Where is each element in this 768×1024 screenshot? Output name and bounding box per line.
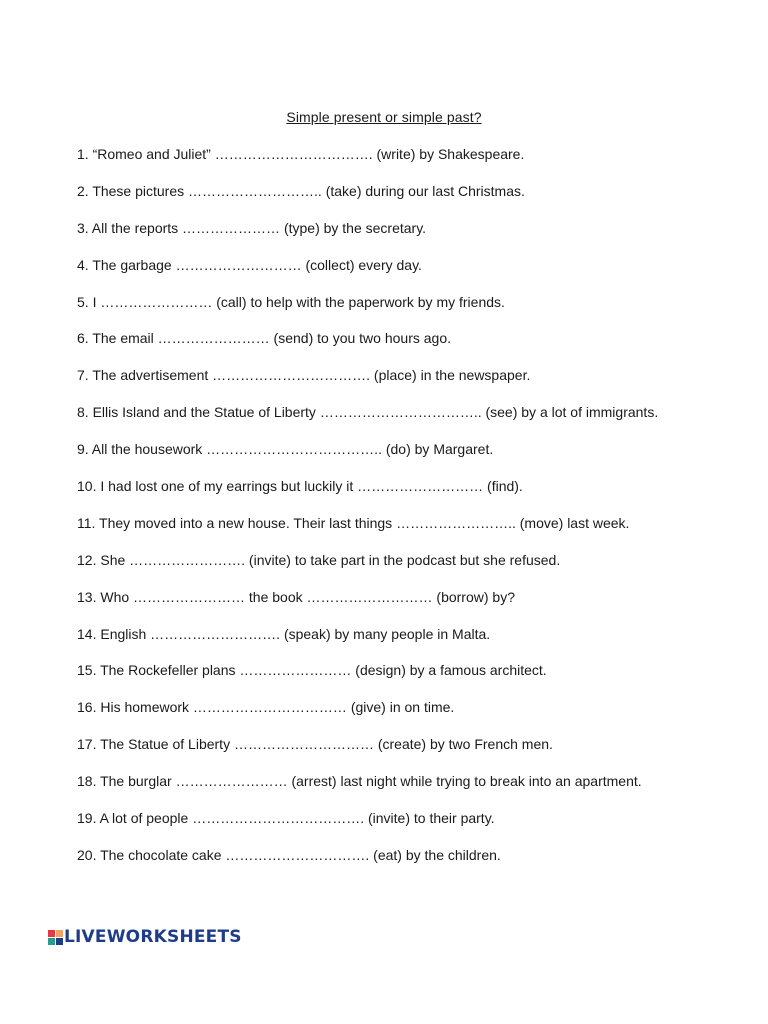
logo-text: LIVEWORKSHEETS: [64, 927, 242, 947]
exercise-item: 14. English ………………………. (speak) by many people in Malta.: [77, 625, 491, 642]
exercise-item: 7. The advertisement ……………………………. (place) in the newspaper.: [77, 367, 531, 384]
exercise-item: 16. His homework …………………………… (give) in on time.: [77, 699, 455, 716]
exercise-item: 20. The chocolate cake …………………………. (eat) by the children.: [77, 846, 501, 863]
exercise-item: 13. Who …………………… the book ……………………… (borrow) by?: [77, 588, 515, 605]
exercise-item: 18. The burglar …………………… (arrest) last night while trying to break into an apartment.: [77, 773, 642, 790]
exercise-item: 9. All the housework ……………………………….. (do) by Margaret.: [77, 441, 494, 458]
exercise-item: 19. A lot of people ………………………………. (invite) to their party.: [77, 810, 495, 827]
exercise-item: 6. The email …………………… (send) to you two hours ago.: [77, 330, 451, 347]
exercise-item: 11. They moved into a new house. Their last things …………………….. (move) last week.: [77, 514, 630, 531]
exercise-item: 4. The garbage ……………………… (collect) every day.: [77, 256, 422, 273]
exercise-list: [77, 145, 658, 883]
exercise-item: 5. I …………………… (call) to help with the paperwork by my friends.: [77, 293, 505, 310]
exercise-item: 1. “Romeo and Juliet” ……………………………. (write) by Shakespeare.: [77, 146, 525, 162]
exercise-item: 2. These pictures ……………………….. (take) during our last Christmas.: [77, 182, 525, 199]
worksheet-title: Simple present or simple past?: [286, 109, 482, 125]
exercise-item: 17. The Statue of Liberty ………………………… (create) by two French men.: [77, 736, 553, 753]
exercise-item: 3. All the reports ………………… (type) by the secretary.: [77, 219, 427, 236]
exercise-item: 12. She ……………………. (invite) to take part in the podcast but she refused.: [77, 551, 561, 568]
logo-grid-icon: [48, 930, 63, 945]
liveworksheets-logo: [48, 926, 242, 948]
exercise-item: 15. The Rockefeller plans …………………… (design) by a famous architect.: [77, 662, 547, 679]
exercise-item: 10. I had lost one of my earrings but luckily it ……………………… (find).: [77, 478, 523, 495]
exercise-item: 8. Ellis Island and the Statue of Liberty …………………………….. (see) by a lot of immigrants.: [77, 404, 659, 421]
